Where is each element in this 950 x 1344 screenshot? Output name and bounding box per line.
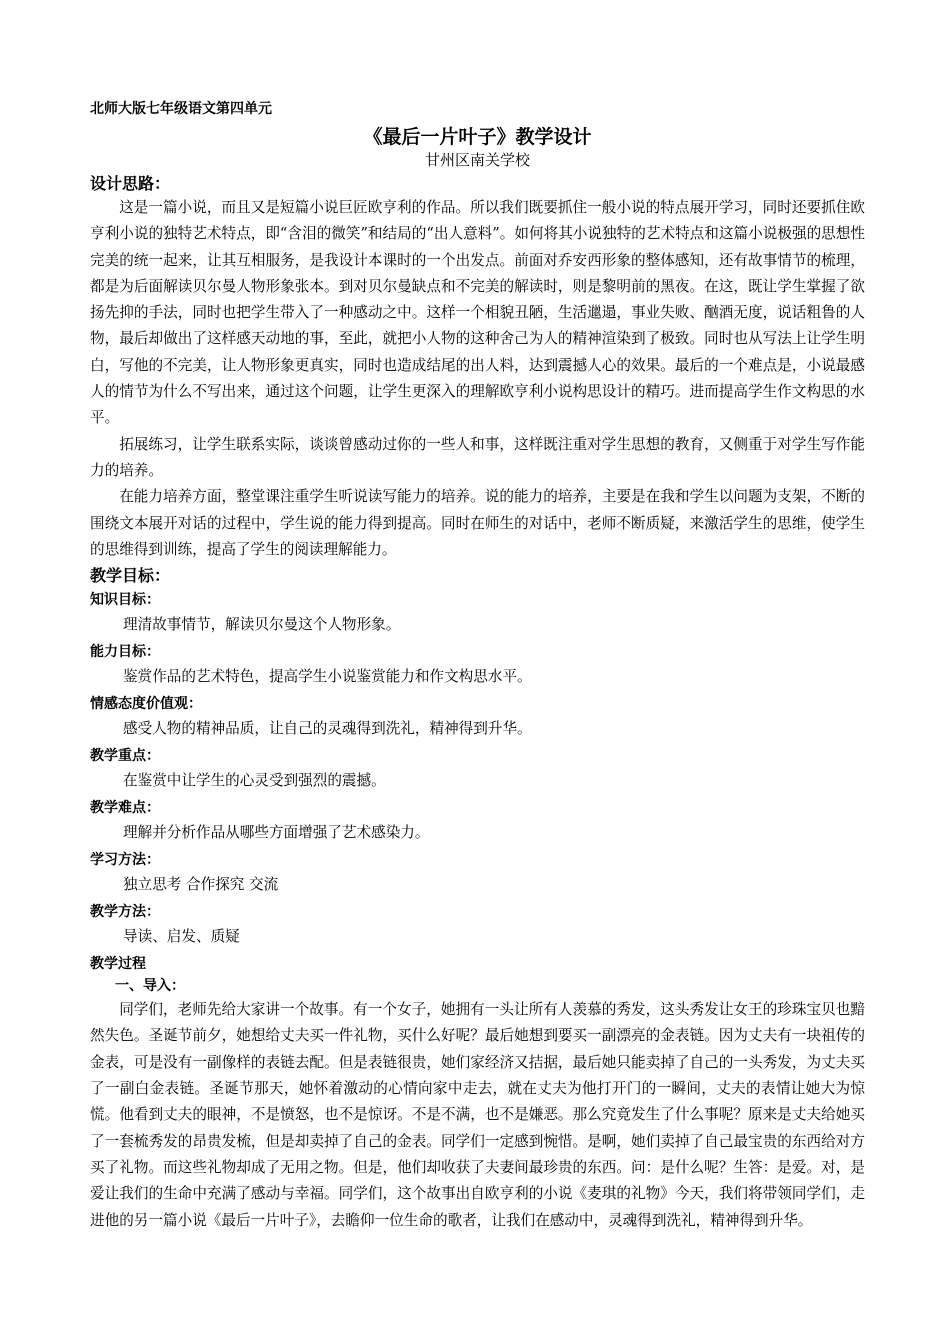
teach-method-text: 导读、启发、质疑 — [123, 928, 240, 946]
key-point-label: 教学重点： — [90, 748, 160, 765]
design-paragraph-3: 在能力培养方面，整堂课注重学生听说读写能力的培养。说的能力的培养，主要是在我和学生以问题为支架，不断的围绕文本展开对话的过程中，学生说的能力得到提高。同时在师生的对话中，老师不断质疑，来激活学生的思维，使学生的思维得到训练，提高了学生的阅读理解能力。 — [90, 488, 865, 558]
process-heading: 教学过程 — [90, 956, 146, 973]
difficulty-text: 理解并分析作品从哪些方面增强了艺术感染力。 — [123, 824, 430, 842]
ability-goal-text: 鉴赏作品的艺术特色，提高学生小说鉴赏能力和作文构思水平。 — [123, 668, 532, 686]
unit-line: 北师大版七年级语文第四单元 — [90, 101, 272, 117]
school-name: 甘州区南关学校 — [424, 151, 530, 169]
step-1-heading: 一、导入： — [115, 978, 185, 995]
ability-goal-label: 能力目标： — [90, 644, 160, 661]
knowledge-goal-label: 知识目标： — [90, 592, 160, 609]
study-method-text: 独立思考 合作探究 交流 — [123, 876, 279, 894]
difficulty-label: 教学难点： — [90, 800, 160, 817]
page-title: 《最后一片叶子》教学设计 — [363, 126, 592, 148]
study-method-label: 学习方法： — [90, 852, 160, 869]
teach-method-label: 教学方法： — [90, 904, 160, 921]
intro-paragraph: 同学们，老师先给大家讲一个故事。有一个女子，她拥有一头让所有人羡慕的秀发，这头秀发让女王的珍珠宝贝也黯然失色。圣诞节前夕，她想给丈夫买一件礼物，买什么好呢？最后她想到要买一副漂亮的金表链。因为丈夫有一块祖传的金表，可是没有一副像样的表链去配。但是表链很贵，她们家经济又拮据，最后她只能卖掉了自己的一头秀发，为丈夫买了一副白金表链。圣诞节那天，她怀着激动的心情向家中走去，就在丈夫为他打开门的一瞬间，丈夫的表情让她大为惊慌。他看到丈夫的眼神，不是愤怒，也不是惊讶。不是不满，也不是嫌恶。那么究竟发生了什么事呢？原来是丈夫给她买了一套梳秀发的昂贵发梳，但是却卖掉了自己的金表。同学们一定感到惋惜。是啊，她们卖掉了自己最宝贵的东西给对方买了礼物。而这些礼物却成了无用之物。但是，他们却收获了夫妻间最珍贵的东西。问：是什么呢？生答：是爱。对，是爱让我们的生命中充满了感动与幸福。同学们，这个故事出自欧亨利的小说《麦琪的礼物》今天，我们将带领同学们，走进他的另一篇小说《最后一片叶子》，去瞻仰一位生命的歌者，让我们在感动中，灵魂得到洗礼，精神得到升华。 — [90, 1001, 865, 1229]
key-point-text: 在鉴赏中让学生的心灵受到强烈的震撼。 — [123, 772, 386, 790]
goals-heading: 教学目标： — [90, 566, 171, 586]
knowledge-goal-text: 理清故事情节，解读贝尔曼这个人物形象。 — [123, 616, 401, 634]
document-page — [90, 99, 865, 1234]
design-heading: 设计思路： — [90, 174, 171, 193]
design-paragraph-2: 拓展练习，让学生联系实际，谈谈曾感动过你的一些人和事，这样既注重对学生思想的教育，又侧重于对学生写作能力的培养。 — [90, 435, 865, 479]
design-paragraph-1: 这是一篇小说，而且又是短篇小说巨匠欧亨利的作品。所以我们既要抓住一般小说的特点展开学习，同时还要抓住欧亨利小说的独特艺术特点，即“含泪的微笑”和结局的“出人意料”。如何将其小说独特的艺术特点和这篇小说极强的思想性完美的统一起来，让其互相服务，是我设计本课时的一个出发点。前面对乔安西形象的整体感知，还有故事情节的梳理，都是为后面解读贝尔曼人物形象张本。到对贝尔曼缺点和不完美的解读时，则是黎明前的黑夜。在这，既让学生掌握了欲扬先抑的手法，同时也把学生带入了一种感动之中。这样一个相貌丑陋，生活邋遢，事业失败、酗酒无度，说话粗鲁的人物，最后却做出了这样感天动地的事，至此，就把小人物的这种舍己为人的精神渲染到了极致。同时也从写法上让学生明白，写他的不完美，让人物形象更真实，同时也造成结尾的出人料，达到震撼人心的效果。最后的一个难点是，小说最感人的情节为什么不写出来，通过这个问题，让学生更深入的理解欧亨利小说构思设计的精巧。进而提高学生作文构思的水平。 — [90, 199, 865, 427]
emotion-goal-text: 感受人物的精神品质，让自己的灵魂得到洗礼，精神得到升华。 — [123, 720, 532, 738]
emotion-goal-label: 情感态度价值观： — [90, 696, 202, 713]
